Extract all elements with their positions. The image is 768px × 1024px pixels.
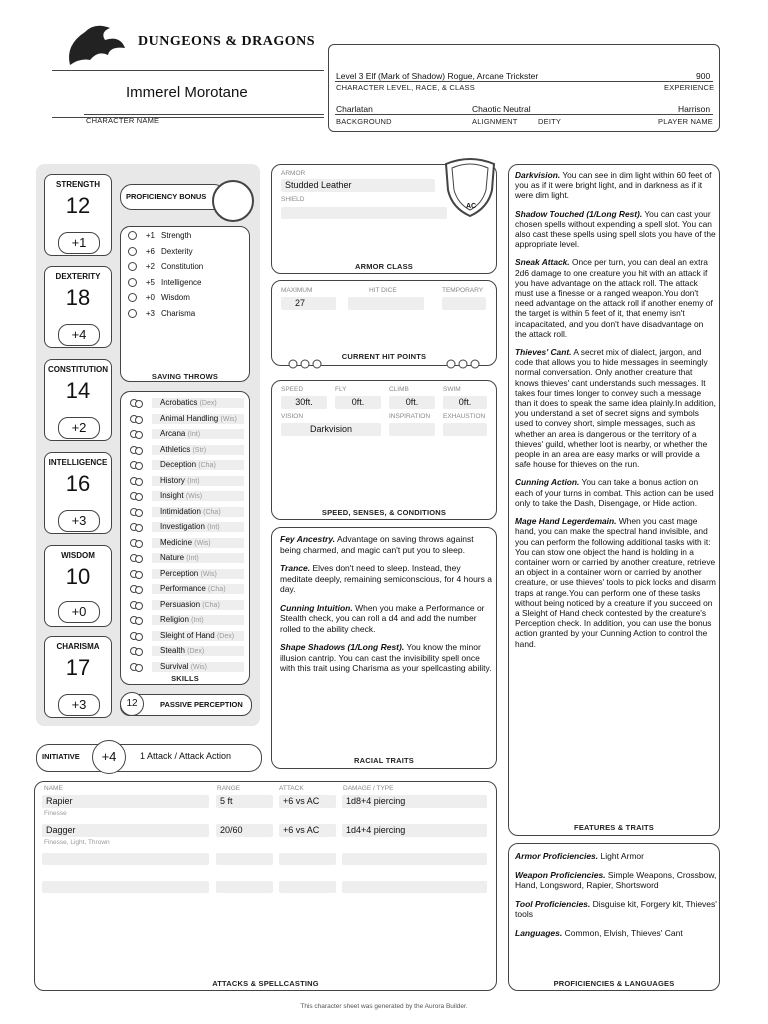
alignment-label: ALIGNMENT [472,117,518,126]
attack-bonus-field[interactable] [279,881,336,893]
skill-row[interactable] [126,396,244,410]
skill-proficiency-icon[interactable] [128,552,146,564]
racial-trait: Fey Ancestry. Advantage on saving throws against being charmed, and magic can't put you to sleep. [280,534,474,555]
skill-proficiency-icon[interactable] [128,630,146,642]
proficiency-circle-icon[interactable] [128,262,137,271]
skill-row[interactable] [126,443,244,457]
proficiency: Weapon Proficiencies. Simple Weapons, Crossbow, Hand, Longsword, Rapier, Shortsword [515,869,717,890]
skill-name: Stealth [160,646,185,655]
skill-name: Acrobatics [160,398,198,407]
proficiency-circle-icon[interactable] [128,231,137,240]
skill-ability: (Cha) [198,462,216,469]
features-text [515,170,717,657]
proficiency-circle-icon[interactable] [128,278,137,287]
saving-throw-name: Strength [161,231,192,240]
fly-field[interactable]: 0ft. [335,396,381,409]
swim-label: SWIM [443,386,461,393]
feature: Thieves' Cant. A secret mix of dialect, jargon, and code that allows you to hide messages in seemingly normal conversation. Only another creature that knows thieves' cant understands such messages. It takes four times longer to convey such a message than it does to speak the same idea plainly.In addition, you understand a set of secret signs and symbols used to convey short, simple messages, such as whether an area is dangerous or the territory of a thieves' guild, whether loot is nearby, or whether the people in an area are easy marks or will provide a safe house for thieves on the run. [515,347,716,470]
saving-throw-value: +2 [145,262,155,271]
shield-label: SHIELD [281,196,305,203]
skill-name: Medicine [160,537,193,547]
skill-proficiency-icon[interactable] [128,490,146,502]
skill-ability: (Int) [187,431,201,438]
attack-damage-field[interactable]: 1d4+4 piercing [342,824,487,837]
proficiency-circle-icon[interactable] [128,247,137,256]
climb-field[interactable]: 0ft. [389,396,435,409]
attack-header-range: RANGE [217,785,241,792]
racial-traits-title: RACIAL TRAITS [354,756,414,765]
alignment-value[interactable]: Chaotic Neutral [472,104,531,114]
skill-row[interactable] [126,551,244,565]
skill-proficiency-icon[interactable] [128,614,146,626]
ability-charisma: CHARISMA 17 [44,636,112,718]
skill-ability: (Wis) [220,415,237,423]
attack-header-attack: ATTACK [279,785,304,792]
experience-label: EXPERIENCE [664,83,715,92]
proficiency-bonus-label: PROFICIENCY BONUS [126,192,207,201]
character-name[interactable]: Immerel Morotane [126,84,248,101]
skill-proficiency-icon[interactable] [128,428,146,440]
hit-dice-field[interactable] [348,297,424,310]
saving-throw-row[interactable] [128,261,242,273]
skill-row[interactable] [126,505,244,519]
hp-maximum-field[interactable]: 27 [281,297,336,310]
skill-name: Intimidation [160,506,201,516]
attack-range-field[interactable]: 20/60 [216,824,273,837]
racial-trait: Cunning Intuition. When you make a Performance or Stealth check, you can roll a d4 and add the number rolled to the ability check. [280,602,485,634]
attack-name-field[interactable]: Dagger [42,824,209,837]
skill-ability: (Cha) [208,586,226,593]
ability-strength: STRENGTH 12 [44,174,112,256]
skill-ability: (Int) [187,477,200,485]
attack-bonus-field[interactable]: +6 vs AC [279,795,336,808]
modifier-constitution: +2 [58,417,100,439]
skill-name: Persuasion [160,599,201,609]
skill-name: Perception [160,568,199,578]
passive-perception-label: PASSIVE PERCEPTION [160,700,243,709]
proficiency: Tool Proficiencies. Disguise kit, Forgery kit, Thieves' tools [515,898,717,919]
skill-row[interactable] [126,458,244,472]
attack-range-field[interactable] [216,881,273,893]
proficiencies-title: PROFICIENCIES & LANGUAGES [553,979,675,988]
attack-properties: Finesse [44,810,67,817]
racial-traits-text [280,534,492,682]
speed-field[interactable]: 30ft. [281,396,327,409]
skill-row[interactable] [126,613,244,627]
ability-wisdom: WISDOM 10 [44,545,112,627]
ability-dexterity: DEXTERITY 18 [44,266,112,348]
saving-throw-row[interactable] [128,246,242,258]
experience-value[interactable]: 900 [696,71,711,81]
skill-name: Insight [160,491,184,500]
skill-proficiency-icon[interactable] [128,397,146,409]
skill-proficiency-icon[interactable] [128,537,146,549]
exhaustion-label: EXHAUSTION [443,413,486,420]
skill-row[interactable] [126,567,244,581]
hp-maximum-label: MAXIMUM [281,287,313,294]
proficiency-circle-icon[interactable] [128,309,137,318]
saving-throw-name: Intelligence [161,277,202,287]
skill-row[interactable] [126,644,244,658]
class-label: CHARACTER LEVEL, RACE, & CLASS [336,83,475,92]
attack-name-field[interactable] [42,853,209,865]
ac-label: AC [466,203,477,210]
attack-bonus-field[interactable]: +6 vs AC [279,824,336,837]
attack-damage-field[interactable]: 1d8+4 piercing [342,795,487,808]
attack-range-field[interactable]: 5 ft [216,795,273,808]
attack-name-field[interactable]: Rapier [42,795,209,808]
skill-proficiency-icon[interactable] [128,521,146,533]
skill-proficiency-icon[interactable] [128,599,146,611]
shield-field[interactable] [281,207,447,219]
attacks-per-action: 1 Attack / Attack Action [140,751,232,761]
saving-throw-row[interactable] [128,230,242,242]
logo-text: DUNGEONS & DRAGONS [138,34,316,49]
saving-throw-row[interactable] [128,277,242,289]
initiative-value[interactable]: +4 [92,740,126,774]
skills-title: SKILLS [171,674,199,683]
skill-row[interactable] [126,582,244,596]
skill-row[interactable] [126,520,244,534]
skill-ability: (Cha) [202,601,220,609]
feature: Mage Hand Legerdemain. When you cast mage hand, you can make the spectral hand invisible, and you can perform the following additional tasks with it: You can stow one object the hand is holding in a container worn or carried by another creature, retrieve an object in a container worn or carried by another creature, or use thieves' tools to pick locks and disarm traps at range.You can perform one of these tasks without being noticed by a creature if you succeed on a Sleight of Hand check contested by the creature's Perception check. In addition, you can use the bonus action granted by your Cunning Action to control the hand. [515,516,716,649]
skill-name: Athletics [160,444,191,454]
skill-proficiency-icon[interactable] [128,413,146,425]
skill-ability: (Dex) [216,632,235,640]
saving-throw-value: +5 [145,277,155,287]
skill-name: Performance [160,584,206,593]
ability-intelligence: INTELLIGENCE 16 [44,452,112,534]
feature: Darkvision. You can see in dim light within 60 feet of you as if it were bright light, and in darkness as if it were dim light. [515,170,712,201]
footer-note: This character sheet was generated by the Aurora Builder. [300,1003,468,1010]
ability-constitution: CONSTITUTION 14 [44,359,112,441]
skill-ability: (Int) [207,524,220,531]
saving-throw-value: +6 [145,246,155,256]
feature: Sneak Attack. Once per turn, you can deal an extra 2d6 damage to one creature you hit with an attack if you have advantage on the attack roll. The attack must use a finesse or a ranged weapon.You don't need advantage on the attack roll if another enemy of the target is within 5 feet of it, that enemy isn't incapacitated, and you don't have disadvantage on the attack roll. [515,257,713,339]
skill-ability: (Wis) [185,493,203,500]
skill-row[interactable] [126,598,244,612]
initiative-label: INITIATIVE [42,752,80,761]
swim-field[interactable]: 0ft. [443,396,487,409]
skill-ability: (Wis) [194,539,211,547]
skill-ability: (Wis) [190,663,208,671]
hit-points-title: CURRENT HIT POINTS [341,352,427,361]
proficiencies-text [515,851,717,946]
modifier-dexterity: +4 [58,324,100,346]
skill-ability: (Int) [186,555,199,562]
saving-throw-name: Wisdom [161,293,190,302]
modifier-strength: +1 [58,232,100,254]
skill-row[interactable] [126,412,244,426]
skill-name: Deception [160,460,197,469]
skill-row[interactable] [126,474,244,488]
deity-label: DEITY [538,117,562,126]
attack-properties: Finesse, Light, Thrown [44,839,110,846]
skill-proficiency-icon[interactable] [128,506,146,518]
skill-proficiency-icon[interactable] [128,645,146,657]
proficiency: Languages. Common, Elvish, Thieves' Cant [515,927,683,938]
skill-proficiency-icon[interactable] [128,459,146,471]
attacks-title: ATTACKS & SPELLCASTING [212,979,319,988]
player-value[interactable]: Harrison [678,104,711,114]
features-title: FEATURES & TRAITS [574,823,654,832]
passive-perception-value[interactable]: 12 [120,692,144,716]
armor-label: ARMOR [281,170,306,177]
saving-throw-row[interactable] [128,308,242,320]
skill-ability: (Cha) [203,508,221,516]
inspiration-field[interactable] [389,423,435,436]
saving-throw-name: Constitution [161,262,204,271]
skill-row[interactable] [126,660,244,674]
temporary-hp-field[interactable] [442,297,486,310]
modifier-intelligence: +3 [58,510,100,532]
proficiency-circle-icon[interactable] [128,293,137,302]
skill-proficiency-icon[interactable] [128,475,146,487]
skill-row[interactable] [126,427,244,441]
attack-range-field[interactable] [216,853,273,865]
proficiency: Armor Proficiencies. Light Armor [515,851,644,861]
skill-ability: (Str) [192,446,207,454]
background-value[interactable]: Charlatan [336,104,373,114]
attack-header-damage: DAMAGE / TYPE [343,785,394,792]
dragon-icon [60,20,130,72]
saving-throw-name: Charisma [161,308,196,318]
modifier-wisdom: +0 [58,601,100,623]
exhaustion-field[interactable] [443,423,487,436]
skill-ability: (Wis) [200,570,217,578]
skill-name: Investigation [160,522,205,531]
attack-header-name: NAME [44,785,63,792]
attack-damage-field[interactable] [342,881,487,893]
armor-field[interactable]: Studded Leather [281,179,435,192]
hit-dice-label: HIT DICE [369,287,397,294]
racial-trait: Trance. Elves don't need to sleep. Instead, they meditate deeply, remaining semiconscious, for 4 hours a day. [280,563,492,594]
attack-damage-field[interactable] [342,853,487,865]
skill-proficiency-icon[interactable] [128,444,146,456]
skill-row[interactable] [126,536,244,550]
vision-label: VISION [281,413,304,420]
skill-name: Nature [160,553,185,562]
attack-bonus-field[interactable] [279,853,336,865]
speed-label: SPEED [281,386,304,393]
player-label: PLAYER NAME [658,117,713,126]
skill-ability: (Int) [191,617,204,624]
skill-proficiency-icon[interactable] [128,583,146,595]
vision-field[interactable]: Darkvision [281,423,381,436]
feature: Cunning Action. You can take a bonus action on each of your turns in combat. This action can be used only to take the Dash, Disengage, or Hide action. [515,477,714,508]
racial-trait: Shape Shadows (1/Long Rest). You know the minor illusion cantrip. You can cast the invisibility spell once with this trait using Charisma as your spellcasting ability. [280,642,492,673]
skill-name: Animal Handling [160,413,219,423]
saving-throw-row[interactable] [128,292,242,304]
background-label: BACKGROUND [336,117,392,126]
climb-label: CLIMB [389,386,409,393]
feature: Shadow Touched (1/Long Rest). You can cast your chosen spells without expending a spell slot. You can also cast these spells using spell slots you have of the appropriate level. [515,208,716,250]
proficiency-bonus-value[interactable] [212,180,254,222]
skill-proficiency-icon[interactable] [128,568,146,580]
attack-name-field[interactable] [42,881,209,893]
saving-throw-value: +3 [145,308,155,318]
skill-proficiency-icon[interactable] [128,661,146,673]
skill-name: Survival [160,661,189,671]
saving-throws-title: SAVING THROWS [151,372,219,381]
modifier-charisma: +3 [58,694,100,716]
skill-name: History [160,475,185,485]
character-name-label: CHARACTER NAME [86,116,160,125]
skill-row[interactable] [126,489,244,503]
saving-throw-value: +0 [145,293,155,302]
speed-title: SPEED, SENSES, & CONDITIONS [321,508,447,517]
class-line[interactable]: Level 3 Elf (Mark of Shadow) Rogue, Arcane Trickster [336,71,539,81]
skill-name: Religion [160,615,189,624]
saving-throw-value: +1 [145,231,155,240]
armor-class-title: ARMOR CLASS [354,262,414,271]
temporary-label: TEMPORARY [442,287,484,294]
fly-label: FLY [335,386,347,393]
inspiration-label: INSPIRATION [389,413,431,420]
skill-ability: (Dex) [187,648,205,655]
skill-name: Sleight of Hand [160,630,215,640]
skill-row[interactable] [126,629,244,643]
saving-throw-name: Dexterity [161,246,193,256]
skill-name: Arcana [160,429,186,438]
dnd-logo [60,20,330,70]
skill-ability: (Dex) [199,400,217,407]
